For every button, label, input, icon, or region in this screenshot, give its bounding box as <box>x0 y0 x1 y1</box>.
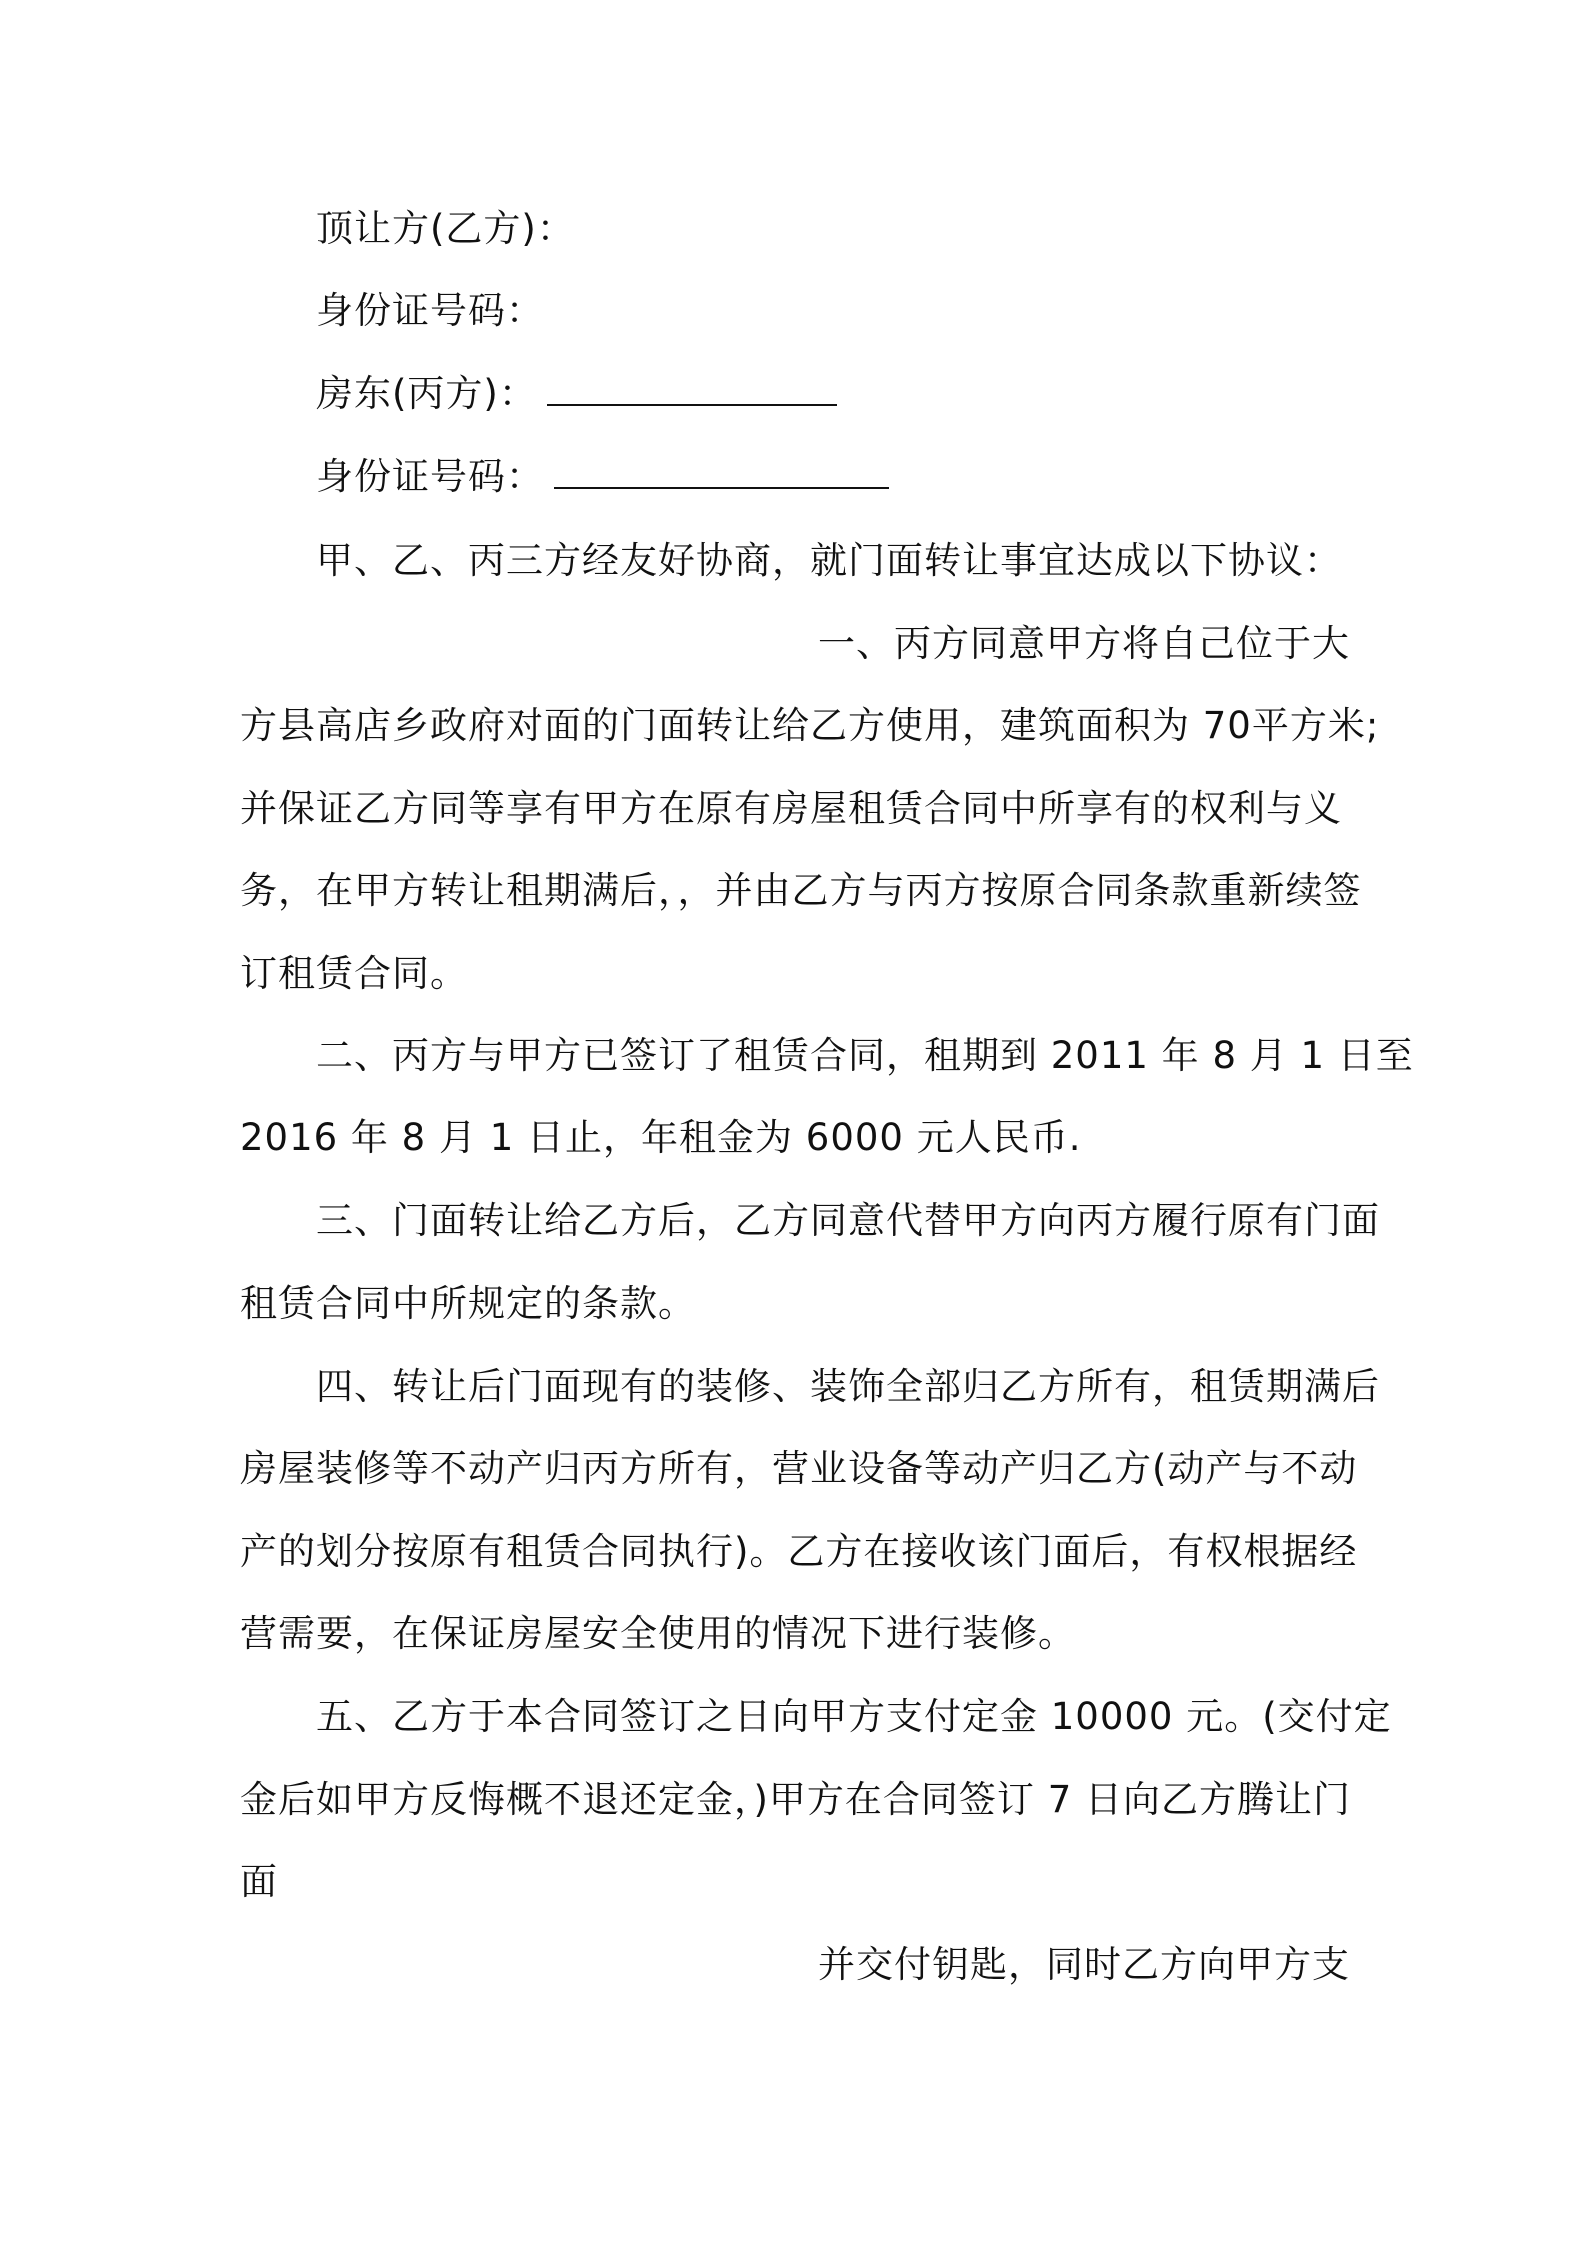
clause1-line3: 并保证乙方同等享有甲方在原有房屋租赁合同中所享有的权利与义 <box>240 787 1342 830</box>
clause1-line4: 务，在甲方转让租期满后，，并由乙方与丙方按原合同条款重新续签 <box>240 869 1362 912</box>
clause4-line3: 产的划分按原有租赁合同执行)。乙方在接收该门面后，有权根据经 <box>240 1530 1358 1573</box>
clause1-line2: 方县高店乡政府对面的门面转让给乙方使用，建筑面积为 70平方米; <box>240 704 1380 747</box>
landlord-id-blank <box>554 453 889 489</box>
transferor-field <box>316 205 1350 253</box>
intro-paragraph: 甲、乙、丙三方经友好协商，就门面转让事宜达成以下协议： <box>316 539 1342 582</box>
landlord-id-field <box>316 453 1350 501</box>
clause1-line1: 一、丙方同意甲方将自己位于大 <box>818 622 1350 665</box>
clause1-line5: 订租赁合同。 <box>240 952 468 995</box>
landlord-field <box>316 370 1350 418</box>
clause5-line2: 金后如甲方反悔概不退还定金，)甲方在合同签订 7 日向乙方腾让门 <box>240 1778 1351 1821</box>
clause3-line2: 租赁合同中所规定的条款。 <box>240 1282 696 1325</box>
clause2-line1: 二、丙方与甲方已签订了租赁合同，租期到 2011 年 8 月 1 日至 <box>316 1034 1414 1077</box>
clause4-line1: 四、转让后门面现有的装修、装饰全部归乙方所有，租赁期满后 <box>316 1365 1380 1408</box>
clause2-line2: 2016 年 8 月 1 日止，年租金为 6000 元人民币. <box>240 1116 1082 1159</box>
clause5-line3: 面 <box>240 1860 278 1903</box>
clause4-line4: 营需要，在保证房屋安全使用的情况下进行装修。 <box>240 1612 1076 1655</box>
landlord-label: 房东(丙方)： <box>316 372 537 415</box>
transferor-id-label: 身份证号码： <box>316 289 544 332</box>
transferor-id-field <box>316 287 1350 335</box>
clause5-line1: 五、乙方于本合同签订之日向甲方支付定金 10000 元。(交付定 <box>316 1695 1392 1738</box>
landlord-blank <box>547 370 837 406</box>
clause5-line4: 并交付钥匙，同时乙方向甲方支 <box>818 1943 1350 1986</box>
landlord-id-label: 身份证号码： <box>316 455 544 498</box>
clause3-line1: 三、门面转让给乙方后，乙方同意代替甲方向丙方履行原有门面 <box>316 1199 1380 1242</box>
clause4-line2: 房屋装修等不动产归丙方所有，营业设备等动产归乙方(动产与不动 <box>240 1447 1358 1490</box>
transferor-label: 顶让方(乙方)： <box>316 207 575 250</box>
